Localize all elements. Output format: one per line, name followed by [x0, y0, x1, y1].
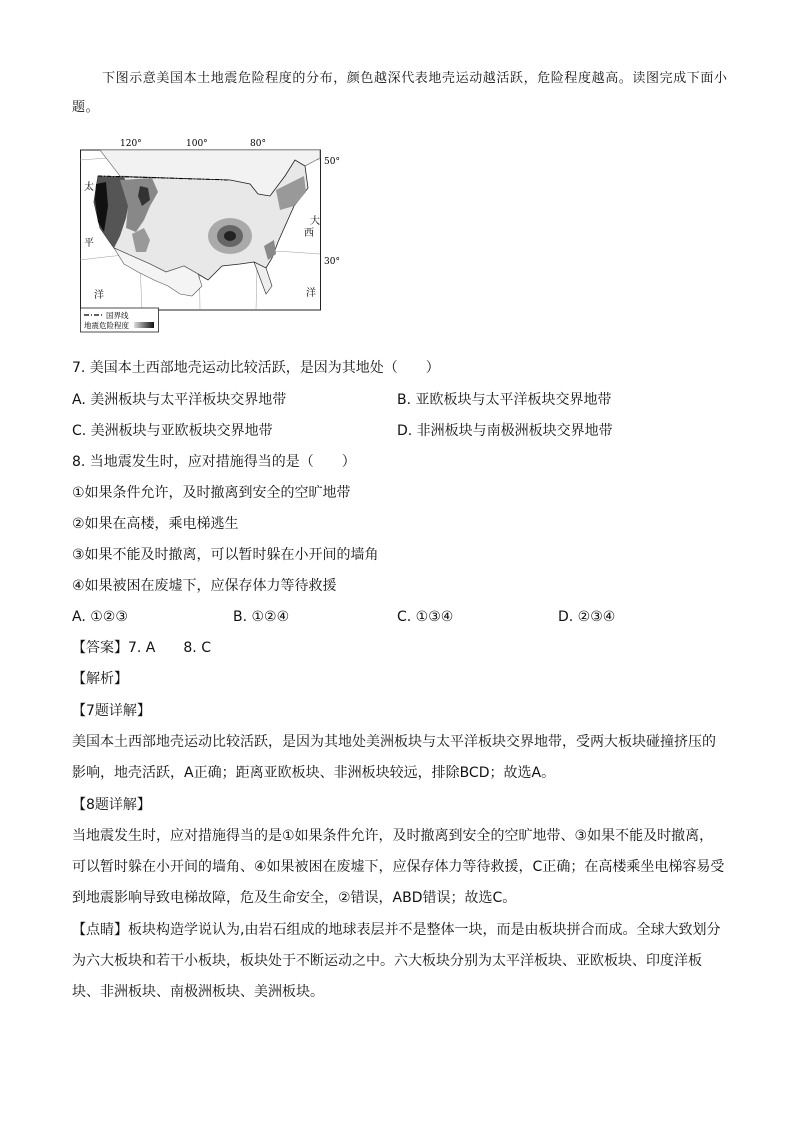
detail7-text: 美国本土西部地壳运动比较活跃，是因为其地处美洲板块与太平洋板块交界地带，受两大板块碰撞挤压的影响，地壳活跃，A正确；距离亚欧板块、非洲板块较远，排除BCD；故选A。	[72, 734, 716, 781]
pacific-label-3: 洋	[94, 290, 104, 301]
lat-label-30: 30°	[324, 257, 340, 267]
q7-option-b[interactable]: B. 亚欧板块与太平洋板块交界地带	[397, 392, 612, 408]
q8-item-4: ④如果被困在废墟下，应保存体力等待救援	[72, 578, 337, 594]
legend-border: 国界线	[106, 311, 129, 320]
q8-option-c[interactable]: C. ①③④	[397, 609, 454, 625]
detail8-text: 当地震发生时，应对措施得当的是①如果条件允许，及时撤离到安全的空旷地带、③如果不能及时撤离，可以暂时躲在小开间的墙角、④如果被困在废墟下，应保存体力等待救援，C正确；在高楼乘坐电梯容易受到地震影响导致电梯故障，危及生命安全，②错误，ABD错误；故选C。	[72, 828, 725, 906]
lon-label-80: 80°	[250, 139, 266, 149]
q7-option-d[interactable]: D. 非洲板块与南极洲板块交界地带	[397, 423, 613, 439]
pacific-label-1: 太	[84, 182, 94, 193]
q8-option-a[interactable]: A. ①②③	[72, 609, 128, 625]
answer-line	[72, 638, 211, 658]
tip-paragraph	[72, 915, 727, 1008]
lon-label-120: 120°	[120, 139, 142, 149]
q8-item-3: ③如果不能及时撤离，可以暂时躲在小开间的墙角	[72, 547, 379, 563]
map-legend	[81, 308, 159, 332]
q8-option-d[interactable]: D. ②③④	[558, 609, 616, 625]
answer-text: 7. A 8. C	[128, 640, 211, 656]
pacific-label-2: 平	[84, 238, 94, 249]
q8-stem: 8. 当地震发生时，应对措施得当的是（ ）	[72, 454, 356, 470]
q8-item-1: ①如果条件允许，及时撤离到安全的空旷地带	[72, 485, 351, 501]
tip-label: 【点睛】	[72, 922, 128, 938]
q8-option-b[interactable]: B. ①②④	[233, 609, 290, 625]
q8-item-2: ②如果在高楼，乘电梯逃生	[72, 516, 239, 532]
tip-text: 板块构造学说认为,由岩石组成的地球表层并不是整体一块，而是由板块拼合而成。全球大致划分为六大板块和若干小板块，板块处于不断运动之中。六大板块分别为太平洋板块、亚欧板块、印度洋板块、非洲板块、南极洲板块、美洲板块。	[72, 922, 721, 1000]
detail8-label: 【8题详解】	[72, 797, 151, 813]
lon-label-100: 100°	[186, 139, 208, 149]
lat-label-50: 50°	[324, 157, 340, 167]
question-intro: 下图示意美国本土地震危险程度的分布，颜色越深代表地壳运动越活跃，危险程度越高。读图完成下面小题。	[72, 71, 728, 115]
atlantic-label-1: 大	[310, 216, 320, 227]
atlantic-label-2: 西	[304, 228, 314, 239]
q7-option-a[interactable]: A. 美洲板块与太平洋板块交界地带	[72, 392, 287, 408]
detail7-label: 【7题详解】	[72, 703, 151, 719]
atlantic-label-3: 洋	[306, 288, 316, 299]
us-earthquake-hazard-map	[80, 136, 342, 342]
analysis-label: 【解析】	[72, 671, 128, 687]
q7-option-c[interactable]: C. 美洲板块与亚欧板块交界地带	[72, 423, 273, 439]
answer-label: 【答案】	[72, 640, 128, 656]
legend-hazard: 地震危险程度	[84, 321, 129, 330]
q7-stem: 7. 美国本土西部地壳运动比较活跃，是因为其地处（ ）	[72, 360, 440, 376]
